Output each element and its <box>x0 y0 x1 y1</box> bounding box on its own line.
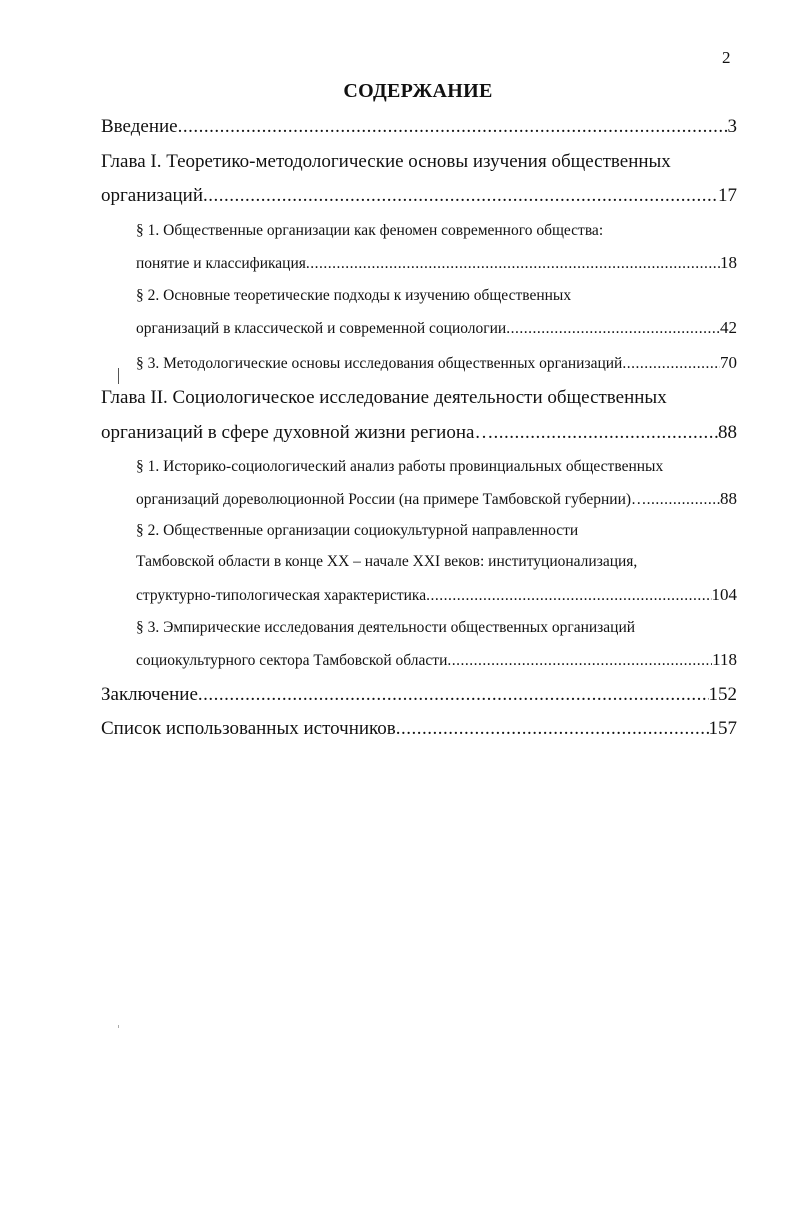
toc-page-number: 18 <box>720 253 737 272</box>
toc-section-2-2-subtitle[interactable]: Тамбовской области в конце XX – начале XXI веков: институционализация, <box>136 553 638 570</box>
toc-page-number: 152 <box>708 684 737 705</box>
dot-leader <box>622 355 720 373</box>
toc-page-number: 70 <box>720 353 737 372</box>
scan-artifact <box>118 368 119 384</box>
toc-chapter-2-title[interactable]: Глава II. Социологическое исследование деятельности общественных <box>101 387 667 408</box>
toc-entry-label: понятие и классификация <box>136 255 306 272</box>
toc-entry-label: Список использованных источников <box>101 718 396 739</box>
scan-artifact <box>118 1025 119 1028</box>
toc-page-number: 17 <box>718 185 737 206</box>
toc-entry-label: организаций дореволюционной России (на примере Тамбовской губернии)… <box>136 491 647 508</box>
toc-page-number: 88 <box>720 489 737 508</box>
toc-entry-label: организаций в сфере духовной жизни региона… <box>101 422 494 443</box>
dot-leader <box>647 491 720 509</box>
toc-entry-chapter-2[interactable] <box>101 422 737 444</box>
toc-entry-section-2-2[interactable] <box>136 585 737 605</box>
dot-leader <box>506 320 720 338</box>
toc-entry-section-1-3[interactable] <box>136 353 737 373</box>
dot-leader <box>447 652 712 670</box>
toc-page-number: 88 <box>718 422 737 443</box>
toc-section-2-3-title[interactable]: § 3. Эмпирические исследования деятельности общественных организаций <box>136 619 636 636</box>
dot-leader <box>203 185 718 207</box>
toc-entry-label: Заключение <box>101 684 198 705</box>
page-number: 2 <box>722 48 731 67</box>
toc-page-number: 157 <box>708 718 737 739</box>
toc-section-1-2-title[interactable]: § 2. Основные теоретические подходы к изучению общественных <box>136 287 572 304</box>
dot-leader <box>198 684 709 706</box>
toc-entry-section-1-2[interactable] <box>136 318 737 338</box>
toc-entry-section-2-3[interactable] <box>136 650 737 670</box>
toc-chapter-1-title[interactable]: Глава I. Теоретико-методологические основы изучения общественных <box>101 151 671 172</box>
toc-section-2-1-title[interactable]: § 1. Историко-социологический анализ работы провинциальных общественных <box>136 458 664 475</box>
toc-section-2-2-title[interactable]: § 2. Общественные организации социокультурной направленности <box>136 522 579 539</box>
dot-leader <box>306 255 720 273</box>
toc-entry-label: социокультурного сектора Тамбовской области <box>136 652 448 669</box>
toc-page-number: 42 <box>720 318 737 337</box>
dot-leader <box>493 422 718 444</box>
toc-entry-section-2-1[interactable] <box>136 489 737 509</box>
toc-entry-label: Введение <box>101 116 178 137</box>
toc-page-number: 104 <box>711 585 737 604</box>
page-title: СОДЕРЖАНИЕ <box>343 80 493 102</box>
toc-page-number: 3 <box>727 116 737 137</box>
dot-leader <box>426 587 711 605</box>
toc-entry-label: § 3. Методологические основы исследования общественных организаций <box>136 355 623 372</box>
toc-entry-section-1-1[interactable] <box>136 253 737 273</box>
toc-section-1-1-title[interactable]: § 1. Общественные организации как феномен современного общества: <box>136 222 604 239</box>
toc-entry-label: структурно-типологическая характеристика <box>136 587 427 604</box>
toc-page-number: 118 <box>712 650 737 669</box>
dot-leader <box>178 116 728 138</box>
toc-entry-chapter-1[interactable] <box>101 185 737 207</box>
toc-entry-intro[interactable] <box>101 116 737 138</box>
toc-entry-label: организаций в классической и современной социологии <box>136 320 507 337</box>
dot-leader <box>396 718 709 740</box>
toc-entry-sources[interactable] <box>101 718 737 740</box>
toc-entry-label: организаций <box>101 185 204 206</box>
toc-entry-conclusion[interactable] <box>101 684 737 706</box>
